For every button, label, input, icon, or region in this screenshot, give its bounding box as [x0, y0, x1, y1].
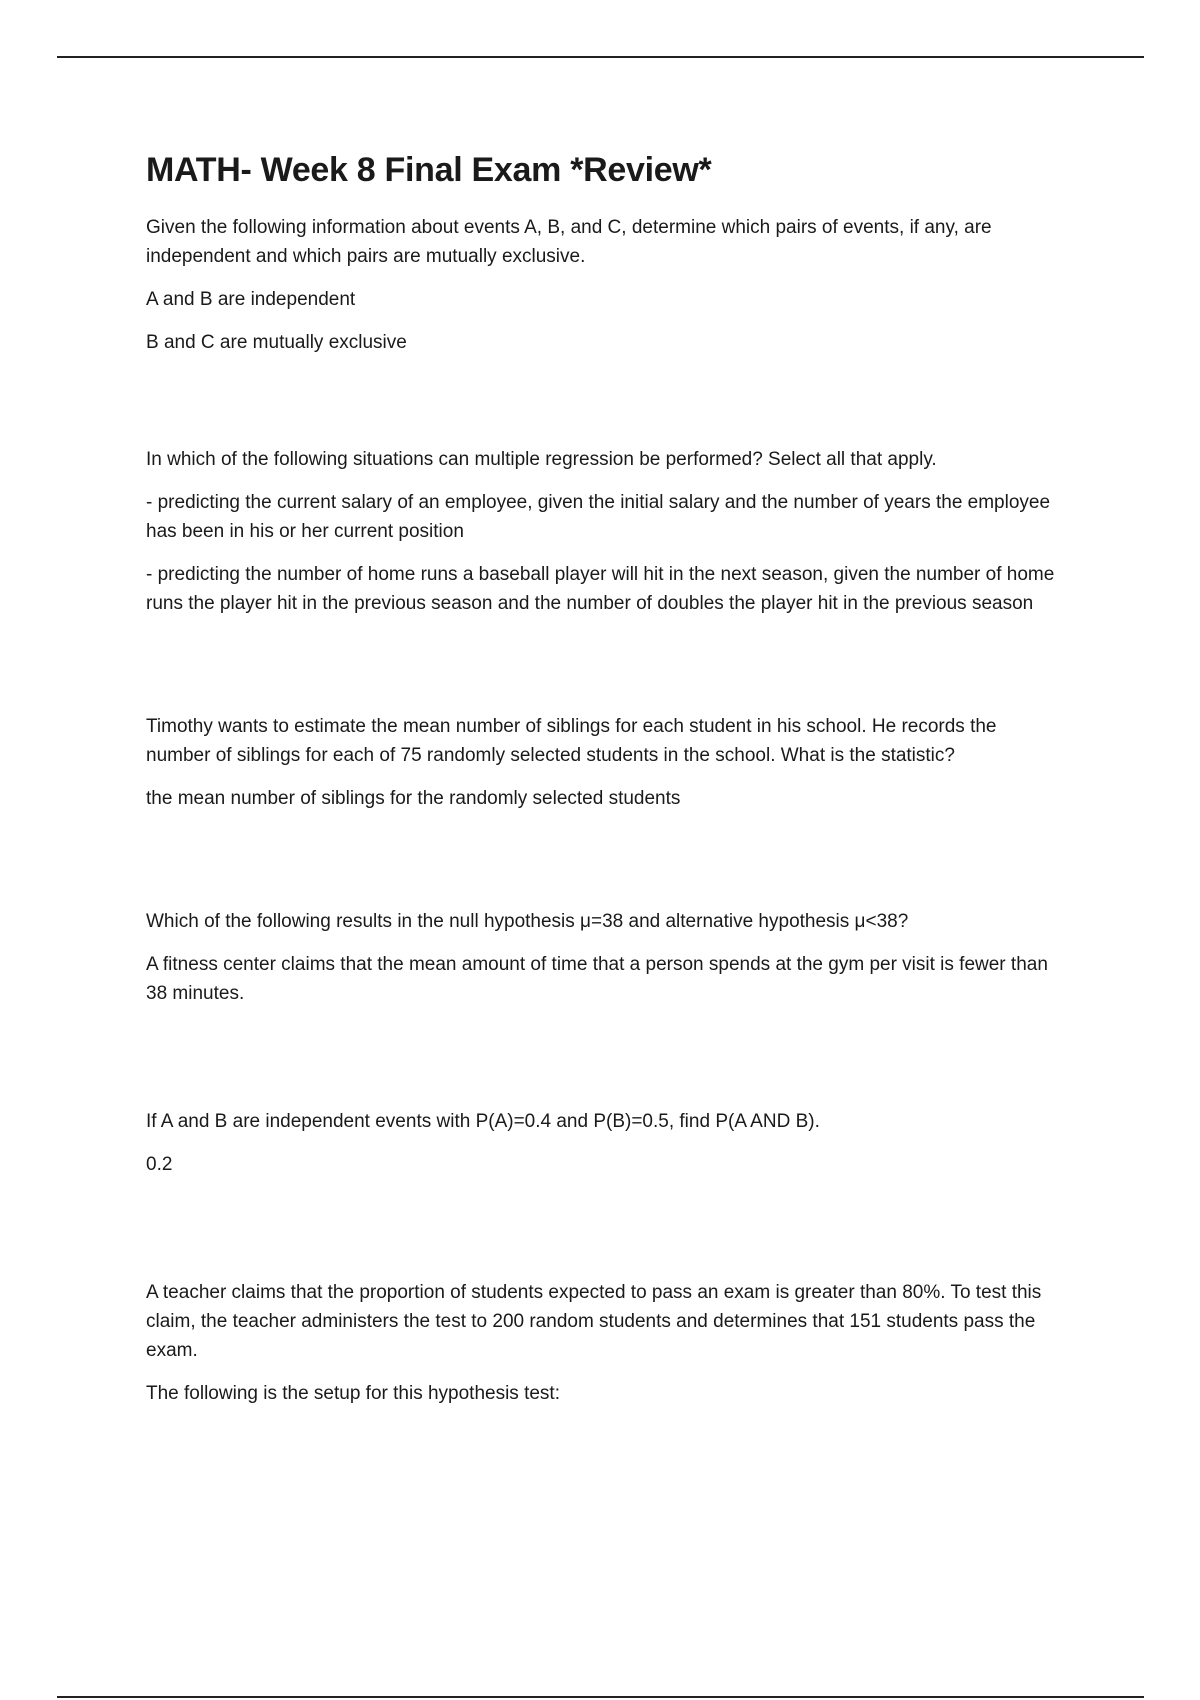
question-text: Given the following information about events A, B, and C, determine which pairs of events, if any, are independent and which pairs are mutually exclusive. — [146, 216, 992, 267]
answer-text: - predicting the current salary of an employee, given the initial salary and the number of years the employee has been in his or her current position — [146, 491, 1051, 542]
question-block-3 — [146, 712, 1066, 813]
answer-text: B and C are mutually exclusive — [146, 331, 407, 353]
question-block-4 — [146, 907, 1066, 1008]
question-text: A teacher claims that the proportion of students expected to pass an exam is greater than 80%. To test this claim, the teacher administers the test to 200 random students and determines that 151 students pass the exam. — [146, 1281, 1042, 1361]
answer-text: A and B are independent — [146, 288, 356, 310]
question-block-1 — [146, 213, 1066, 357]
question-text: If A and B are independent events with P(A)=0.4 and P(B)=0.5, find P(A AND B). — [146, 1110, 820, 1132]
document-body — [146, 150, 1066, 1422]
question-block-5 — [146, 1107, 1066, 1179]
question-text: In which of the following situations can multiple regression be performed? Select all that apply. — [146, 448, 937, 470]
answer-text: the mean number of siblings for the randomly selected students — [146, 787, 681, 809]
top-rule — [57, 56, 1144, 58]
question-text: Which of the following results in the null hypothesis μ=38 and alternative hypothesis μ<38? — [146, 910, 909, 932]
answer-text: 0.2 — [146, 1153, 173, 1175]
bottom-rule — [57, 1696, 1144, 1698]
question-block-2 — [146, 445, 1066, 618]
page-title: MATH- Week 8 Final Exam *Review* — [146, 151, 712, 189]
question-text: Timothy wants to estimate the mean number of siblings for each student in his school. He records the number of siblings for each of 75 randomly selected students in the school. What is the statistic? — [146, 715, 997, 766]
answer-text: A fitness center claims that the mean amount of time that a person spends at the gym per visit is fewer than 38 minutes. — [146, 953, 1048, 1004]
question-block-6 — [146, 1278, 1066, 1408]
answer-text: The following is the setup for this hypothesis test: — [146, 1382, 560, 1404]
answer-text: - predicting the number of home runs a baseball player will hit in the next season, given the number of home runs the player hit in the previous season and the number of doubles the player hit in the previous season — [146, 563, 1055, 614]
